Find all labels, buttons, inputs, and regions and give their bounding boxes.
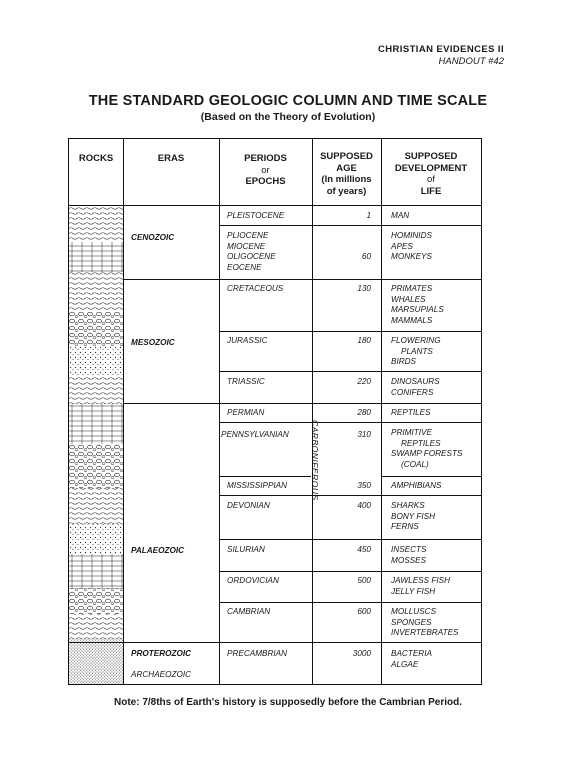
col-head-periods: PERIODS or EPOCHS xyxy=(244,153,287,187)
age-cell: 500 xyxy=(357,576,371,585)
life-cell: PRIMATES WHALES MARSUPIALS MAMMALS xyxy=(391,284,444,325)
period-cell: SILURIAN xyxy=(227,545,265,554)
age-cell: 400 xyxy=(357,501,371,510)
life-cell: DINOSAURS CONIFERS xyxy=(391,377,440,397)
life-cell: INSECTS MOSSES xyxy=(391,545,427,565)
life-cell: PRIMITIVE REPTILES SWAMP FORESTS (COAL) xyxy=(391,428,463,469)
era-palaeozoic: PALAEOZOIC xyxy=(131,546,185,555)
age-cell: 310 xyxy=(357,430,371,439)
page-subtitle: (Based on the Theory of Evolution) xyxy=(200,111,376,123)
page-title: THE STANDARD GEOLOGIC COLUMN AND TIME SCALE xyxy=(88,93,488,109)
footnote: Note: 7/8ths of Earth's history is supposedly before the Cambrian Period. xyxy=(113,697,462,708)
period-cell: PERMIAN xyxy=(227,408,265,417)
life-cell: MAN xyxy=(391,211,410,220)
course-title: CHRISTIAN EVIDENCES II xyxy=(378,44,504,55)
period-cell: ORDOVICIAN xyxy=(227,576,279,585)
period-cell: PLIOCENE MIOCENE OLIGOCENE EOCENE xyxy=(227,231,276,272)
handout-number: HANDOUT #42 xyxy=(438,56,504,67)
life-cell: REPTILES xyxy=(391,408,431,417)
col-head-rocks: ROCKS xyxy=(78,153,114,164)
age-cell: 180 xyxy=(357,336,371,345)
carboniferous-label: CARBONIFEROUS xyxy=(310,420,320,501)
era-mesozoic: MESOZOIC xyxy=(131,338,175,347)
life-cell: JAWLESS FISH JELLY FISH xyxy=(391,576,450,596)
col-head-eras: ERAS xyxy=(157,153,185,164)
period-cell: PRECAMBRIAN xyxy=(227,649,288,658)
col-head-age: SUPPOSED AGE (In millions of years) xyxy=(320,151,373,197)
period-cell: MISSISSIPPIAN xyxy=(227,481,288,490)
age-cell: 130 xyxy=(357,284,371,293)
age-cell: 450 xyxy=(357,545,371,554)
period-cell: JURASSIC xyxy=(227,336,268,345)
geologic-table xyxy=(68,138,482,685)
rock-strata-illustration xyxy=(69,206,123,684)
life-cell: AMPHIBIANS xyxy=(391,481,442,490)
period-cell: DEVONIAN xyxy=(227,501,270,510)
era-archaeozoic: ARCHAEOZOIC xyxy=(131,670,192,679)
era-proterozoic: PROTEROZOIC xyxy=(131,649,192,658)
period-cell: PLEISTOCENE xyxy=(227,211,285,220)
period-cell: TRIASSIC xyxy=(227,377,265,386)
period-cell: CRETACEOUS xyxy=(227,284,284,293)
period-cell: PENNSYLVANIAN xyxy=(221,430,289,439)
era-cenozoic: CENOZOIC xyxy=(131,233,175,242)
life-cell: MOLLUSCS SPONGES INVERTEBRATES xyxy=(391,607,459,637)
age-cell: 600 xyxy=(357,607,371,616)
age-cell: 280 xyxy=(357,408,371,417)
age-cell: 220 xyxy=(357,377,371,386)
life-cell: FLOWERING PLANTS BIRDS xyxy=(391,336,441,366)
life-cell: HOMINIDS APES MONKEYS xyxy=(391,231,432,261)
age-cell: 3000 xyxy=(352,649,371,658)
age-cell: 60 xyxy=(361,252,371,261)
age-cell: 350 xyxy=(357,481,371,490)
life-cell: BACTERIA ALGAE xyxy=(391,649,432,669)
life-cell: SHARKS BONY FISH FERNS xyxy=(391,501,435,531)
period-cell: CAMBRIAN xyxy=(227,607,271,616)
age-cell: 1 xyxy=(366,211,371,220)
col-head-life: SUPPOSED DEVELOPMENT of LIFE xyxy=(394,151,468,197)
